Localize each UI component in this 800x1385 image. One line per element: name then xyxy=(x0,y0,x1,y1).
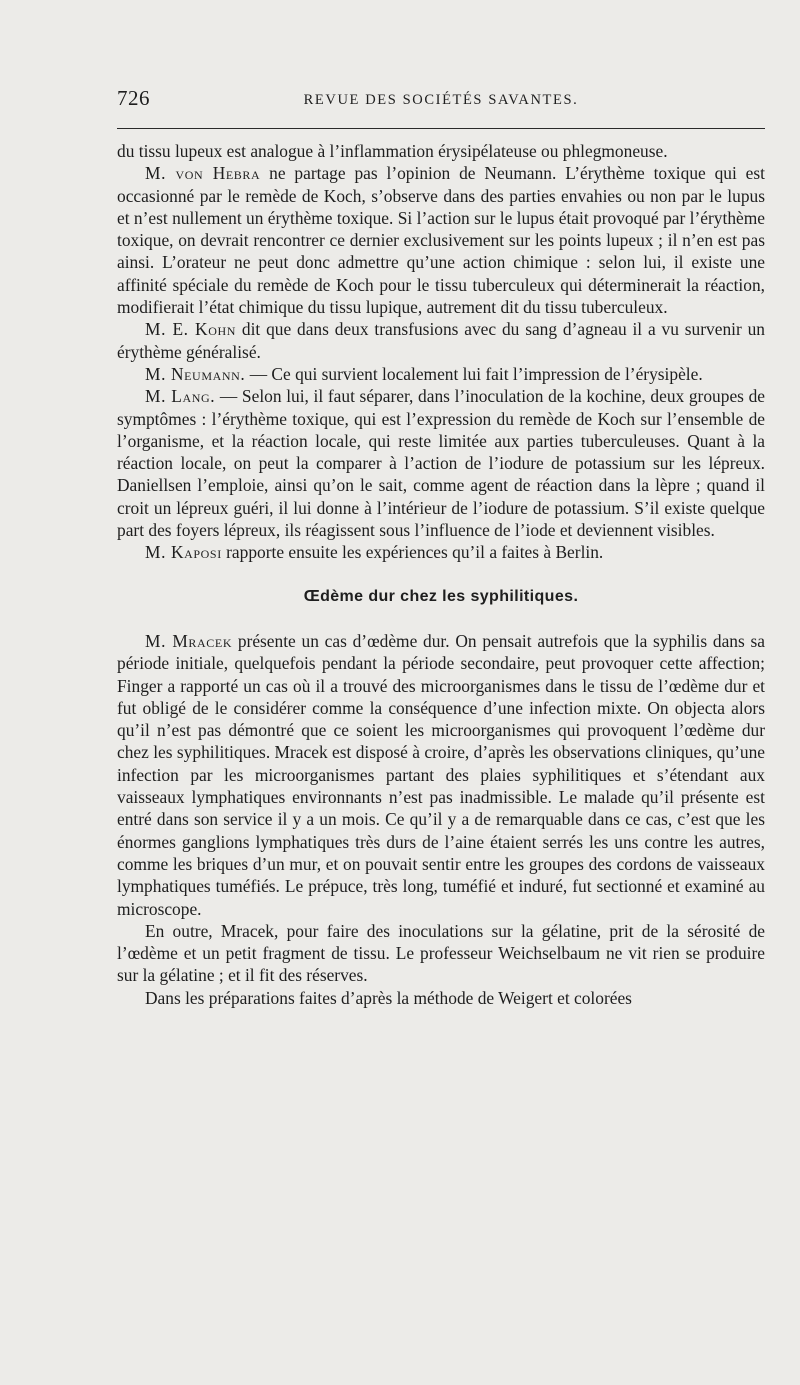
paragraph-continuation: du tissu lupeux est analogue à l’inflammation érysipélateuse ou phlegmoneuse. xyxy=(117,141,668,161)
section-heading: Œdème dur chez les syphilitiques. xyxy=(303,587,579,605)
speaker-name: M. von Hebra xyxy=(145,163,261,184)
header-rule xyxy=(117,128,765,129)
speaker-name: M. Neumann. xyxy=(145,363,246,384)
speaker-name: M. Kaposi xyxy=(145,542,222,563)
paragraph-lang xyxy=(117,385,765,541)
page-number: 726 xyxy=(117,86,150,110)
speaker-name: M. Lang. xyxy=(145,386,216,407)
paragraph-text: — Selon lui, il faut séparer, dans l’inoculation de la kochine, deux groupes de symptômes : l’érythème toxique, qui est l’expression du remède de Koch sur l’ensemble de l’organisme, et la réaction locale, qui reste limitée aux parties tuberculeuses. Quant à la réaction locale, on peut la comparer à l’action de l’iodure de potassium sur les lépreux. Daniellsen l’emploie, ainsi qu’on le sait, comme agent de réaction dans la lèpre ; quand il croit un lépreux guéri, il lui donne à l’intérieur de l’iodure de potassium. S’il existe quelque part des foyers lépreux, ils réagissent sous l’influence de l’iode et deviennent visibles. xyxy=(117,386,765,541)
speaker-name: M. E. Kohn xyxy=(145,319,237,340)
paragraph-mracek xyxy=(117,630,765,920)
paragraph-von-hebra xyxy=(117,162,765,318)
paragraph-text: ne partage pas l’opinion de Neumann. L’érythème toxique qui est occasionné par le remède de Koch, s’observe dans des parties envahies ou non par le lupus et n’est nullement un érythème toxique. Si l’action sur le lupus était provoqué par l’érythème toxique, on devrait rencontrer ce dernier exclusivement sur les points lupeux ; il n’en est pas ainsi. L’orateur ne peut donc admettre qu’une action chimique : selon lui, il existe une affinité spéciale du remède de Koch pour le tissu tuberculeux qui déterminerait la réaction, modifierait l’état chimique du tissu lupique, autrement dit du tissu tuberculeux. xyxy=(117,163,765,318)
paragraph-text: dit que dans deux transfusions avec du sang d’agneau il a vu survenir un érythème généralisé. xyxy=(117,319,765,362)
speaker-name: M. Mracek xyxy=(145,630,233,651)
page-header xyxy=(117,86,765,116)
paragraph-text: rapporte ensuite les expériences qu’il a faites à Berlin. xyxy=(221,542,604,563)
paragraph-kaposi xyxy=(117,541,765,563)
running-title: REVUE DES SOCIÉTÉS SAVANTES. xyxy=(303,92,579,108)
paragraph-text: — Ce qui survient localement lui fait l’impression de l’érysipèle. xyxy=(245,363,703,384)
body-text xyxy=(117,140,765,1009)
paragraph-text: présente un cas d’œdème dur. On pensait autrefois que la syphilis dans sa période initiale, quelquefois pendant la période secondaire, peut provoquer cette affection; Finger a rapporté un cas où il a trouvé des microorganismes dans le tissu de l’œdème dur et fut obligé de le considérer comme la conséquence d’une infection mixte. On objecta alors qu’il n’est pas démontré que ce soient les microorganismes qui provoquent l’œdème dur chez les syphilitiques. Mracek est disposé à croire, d’après les observations cliniques, qu’une infection par les microorganismes partant des plaies syphilitiques et s’étendant aux vaisseaux lymphatiques environnants n’est pas inadmissible. Le malade qu’il présente est entré dans son service il y a un mois. Ce qu’il y a de remarquable dans ce cas, c’est que les énormes ganglions lymphatiques très durs de l’aine étaient serrés les uns contre les autres, comme les briques d’un mur, et on pouvait sentir entre les groupes des cordons de vaisseaux lymphatiques tuméfiés. Le prépuce, très long, tuméfié et induré, fut sectionné et examiné au microscope. xyxy=(117,630,765,919)
paragraph-neumann xyxy=(117,363,765,385)
paragraph-inoculations: En outre, Mracek, pour faire des inoculations sur la gélatine, prit de la sérosité de l’œdème et un petit fragment de tissu. Le professeur Weichselbaum ne vit rien se produire sur la gélatine ; et il fit des réserves. xyxy=(117,920,765,986)
paragraph-preparations: Dans les préparations faites d’après la méthode de Weigert et colorées xyxy=(145,987,632,1008)
paragraph-kohn xyxy=(117,318,765,363)
